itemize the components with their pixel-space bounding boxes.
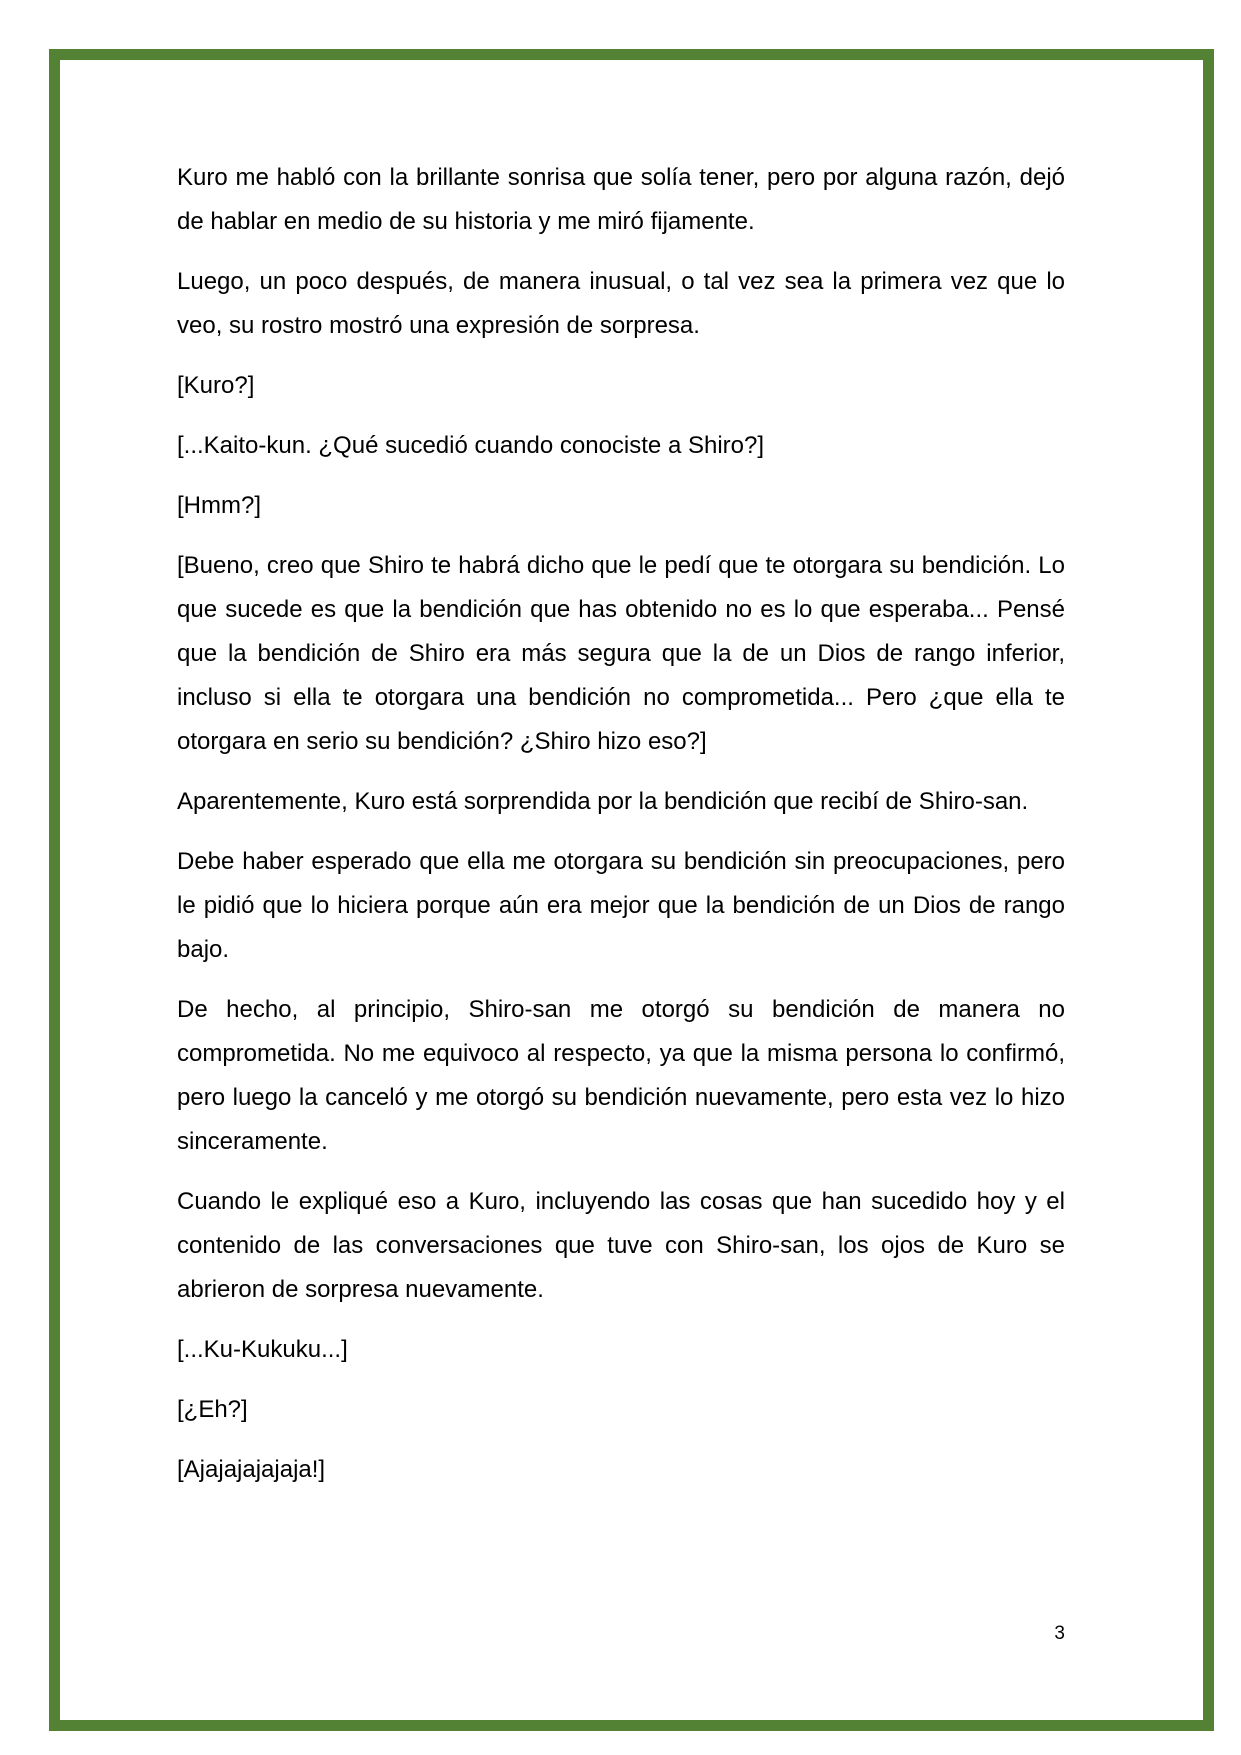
page-number: 3: [1054, 1623, 1065, 1644]
dialogue-line: [Bueno, creo que Shiro te habrá dicho que le pedí que te otorgara su bendición. Lo que sucede es que la bendición que has obtenido no es lo que esperaba... Pensé que la bendición de Shiro era más segura que la de un Dios de rango inferior, incluso si ella te otorgara una bendición no comprometida... Pero ¿que ella te otorgara en serio su bendición? ¿Shiro hizo eso?]: [177, 552, 1065, 755]
dialogue-line: [Ajajajajajaja!]: [177, 1456, 326, 1483]
document-body: [177, 156, 1065, 1508]
paragraph: Cuando le expliqué eso a Kuro, incluyendo las cosas que han sucedido hoy y el contenido de las conversaciones que tuve con Shiro-san, los ojos de Kuro se abrieron de sorpresa nuevamente.: [177, 1188, 1065, 1303]
paragraph: Aparentemente, Kuro está sorprendida por la bendición que recibí de Shiro-san.: [177, 788, 1029, 815]
dialogue-line: [...Ku-Kukuku...]: [177, 1336, 348, 1363]
paragraph: Luego, un poco después, de manera inusual, o tal vez sea la primera vez que lo veo, su rostro mostró una expresión de sorpresa.: [177, 268, 1065, 339]
paragraph: Kuro me habló con la brillante sonrisa que solía tener, pero por alguna razón, dejó de hablar en medio de su historia y me miró fijamente.: [177, 164, 1065, 235]
dialogue-line: [¿Eh?]: [177, 1396, 248, 1423]
dialogue-line: [Kuro?]: [177, 372, 255, 399]
dialogue-line: [...Kaito-kun. ¿Qué sucedió cuando conociste a Shiro?]: [177, 432, 765, 459]
paragraph: Debe haber esperado que ella me otorgara su bendición sin preocupaciones, pero le pidió que lo hiciera porque aún era mejor que la bendición de un Dios de rango bajo.: [177, 848, 1065, 963]
dialogue-line: [Hmm?]: [177, 492, 261, 519]
paragraph: De hecho, al principio, Shiro-san me otorgó su bendición de manera no comprometida. No me equivoco al respecto, ya que la misma persona lo confirmó, pero luego la canceló y me otorgó su bendición nuevamente, pero esta vez lo hizo sinceramente.: [177, 996, 1065, 1155]
